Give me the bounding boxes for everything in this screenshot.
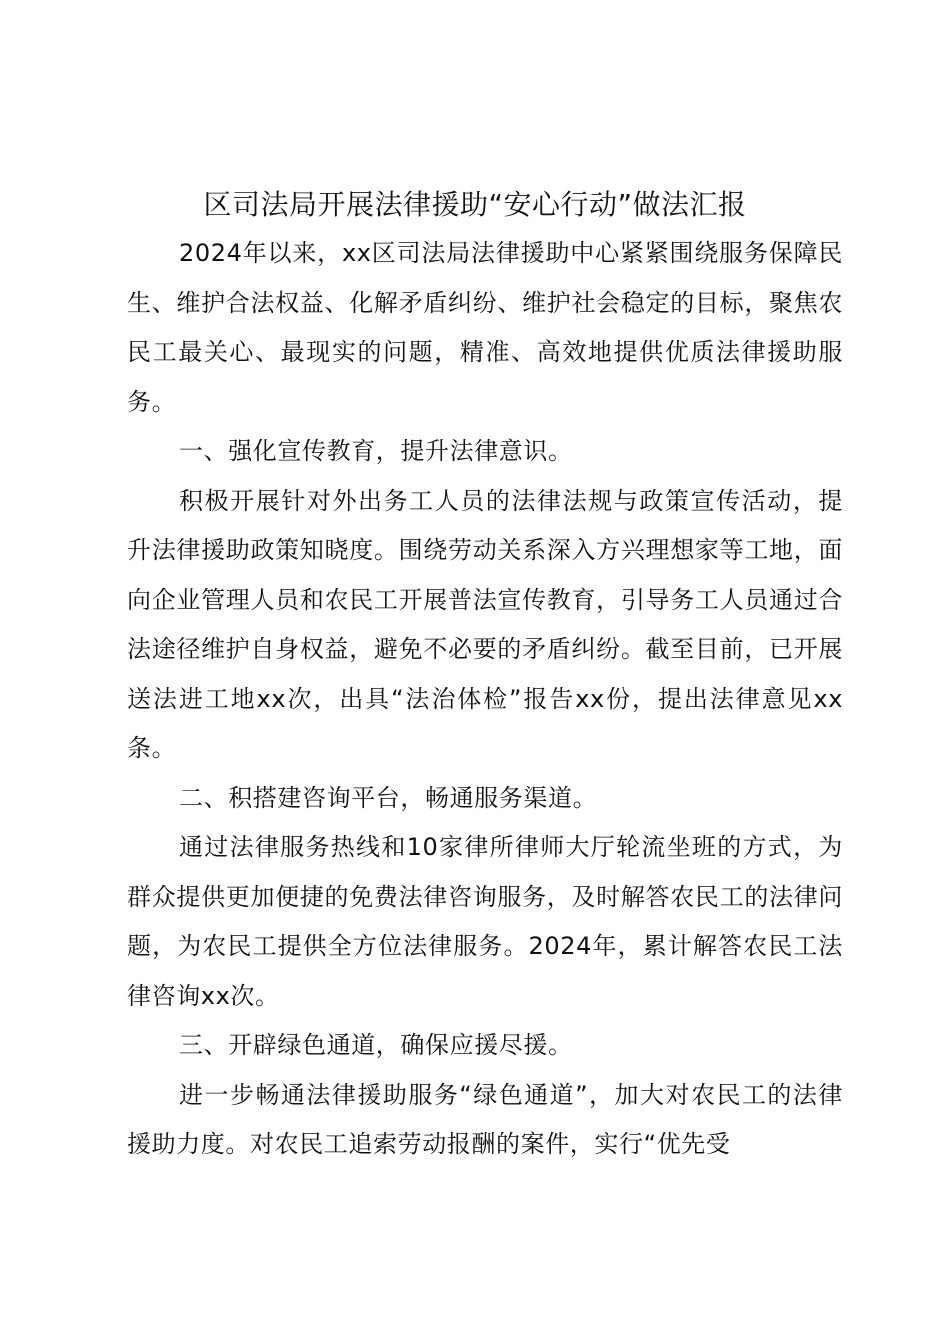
- section-paragraph-2: 通过法律服务热线和10家律所律师大厅轮流坐班的方式，为群众提供更加便捷的免费法律咨询服务，及时解答农民工的法律问题，为农民工提供全方位法律服务。2024年，累计解答农民工法律咨询xx次。: [127, 833, 843, 1010]
- section-paragraph-3: 进一步畅通法律援助服务“绿色通道”，加大对农民工的法律援助力度。对农民工追索劳动报酬的案件，实行“优先受: [127, 1080, 843, 1158]
- section-heading-1: 一、强化宣传教育，提升法律意识。: [179, 437, 573, 465]
- section-paragraph-1: 积极开展针对外出务工人员的法律法规与政策宣传活动，提升法律援助政策知晓度。围绕劳动关系深入方兴理想家等工地，面向企业管理人员和农民工开展普法宣传教育，引导务工人员通过合法途径维护自身权益，避免不必要的矛盾纠纷。截至目前，已开展送法进工地xx次，出具“法治体检”报告xx份，提出法律意见xx条。: [127, 486, 843, 762]
- section-heading-2: 二、积搭建咨询平台，畅通服务渠道。: [179, 783, 598, 812]
- section-heading-3: 三、开辟绿色通道，确保应援尽援。: [179, 1031, 573, 1059]
- intro-paragraph: 2024年以来，xx区司法局法律援助中心紧紧围绕服务保障民生、维护合法权益、化解矛盾纠纷、维护社会稳定的目标，聚焦农民工最关心、最现实的问题，精准、高效地提供优质法律援助服务。: [127, 239, 843, 416]
- document-title: 区司法局开展法律援助“安心行动”做法汇报: [203, 188, 747, 221]
- document-body: [127, 229, 843, 1170]
